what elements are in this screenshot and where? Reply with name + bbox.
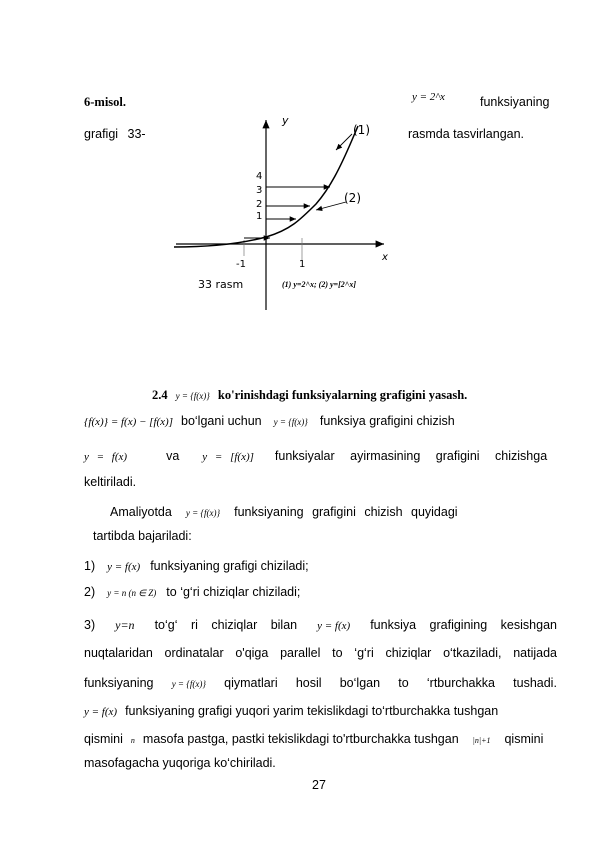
formula: y = [f(x)] [202,451,254,463]
page-number: 27 [312,778,326,792]
word: parallel [280,646,321,660]
para1-line1 [84,412,455,430]
step-text: funksiyaning grafigi yuqori yarim tekislikdagi to‘rtburchakka tushgan [125,704,499,718]
word: hosil [295,676,322,690]
word: chiziqlar [385,646,432,660]
x-tick-neg: -1 [236,259,246,270]
word: funksiyaning [84,676,154,690]
step-text: funksiya grafigining kesishgan [370,618,557,632]
formula: y = f(x) [84,451,128,463]
word: to [332,646,343,660]
section-heading [152,386,467,404]
example-line2-end: rasmda tasvirlangan. [408,127,525,141]
section-formula: y = {f(x)} [175,391,210,401]
example-text-end: funksiyaning [480,95,550,109]
leader-line-1 [336,134,352,150]
figure-caption-text: (1) y=2^x; (2) y=[2^x] [282,280,356,289]
example-line2-start: grafigi 33- [84,127,146,141]
y-axis-label: y [282,114,289,127]
para1-text: funksiya grafigini chizish [319,414,455,428]
step-text: to ‘g‘ri chiziqlar chiziladi; [166,585,301,599]
x-tick-pos: 1 [299,259,306,270]
para2-text: Amaliyotda [110,505,172,519]
y-tick: 3 [256,185,263,196]
section-number: 2.4 [152,388,168,402]
formula: y = {f(x)} [185,508,221,518]
x-axis-label: x [382,252,388,263]
word: o'qiga [235,646,269,660]
word: qiymatlari [224,676,278,690]
step-text: qismini [84,732,123,746]
formula: y = f(x) [84,706,118,718]
para1-line2 [84,447,547,465]
formula: n [130,736,135,745]
para1-text: bo‘lgani uchun [181,414,262,428]
leader-line-2 [316,202,346,210]
step-2 [84,583,300,601]
figure-caption-number: 33 rasm [198,278,244,291]
word: o‘tkaziladi, [443,646,502,660]
y-tick: 2 [256,199,263,210]
curve-label-2: (2) [344,191,361,205]
para2-text: funksiyaning grafigini chizish quyidagi [234,505,458,519]
formula: |n|+1 [472,736,491,745]
example-formula: y = 2^x [412,91,445,103]
example-title: 6-misol. [84,95,127,109]
step-number: 2) [84,585,96,599]
step-3-line5 [84,730,543,748]
step-3-line3 [84,676,557,690]
step-3-line1 [84,618,557,633]
curve-label-1: (1) [353,123,370,137]
word: nuqtalaridan [84,646,153,660]
step-text: to‘g‘ ri chiziqlar bilan [154,618,298,632]
y-tick: 4 [256,171,263,182]
step-text: funksiyaning grafigi chiziladi; [150,559,309,573]
word: ‘g‘ri [354,646,374,660]
step-3-line4 [84,702,498,720]
word: ordinatalar [164,646,224,660]
formula: y = f(x) [317,620,351,632]
step-3-end: masofagacha yuqoriga ko‘chiriladi. [84,756,276,770]
word: natijada [513,646,557,660]
word: bo‘lgan [339,676,381,690]
y-tick: 1 [256,211,263,222]
word: ‘rtburchakka [426,676,495,690]
word: tushadi. [513,676,557,690]
formula: y=n [115,618,135,632]
step-text: qismini [504,732,544,746]
formula: y = {f(x)} [273,417,308,427]
para1-end: keltiriladi. [84,475,137,489]
para1-text: funksiyalar ayirmasining grafigini chizishga [274,449,548,463]
step-number: 3) [84,618,96,632]
step-3-line2 [84,646,557,660]
step-number: 1) [84,559,96,573]
para1-text: va [166,449,180,463]
para2-line1 [110,503,458,521]
step-text: masofa pastga, pastki tekislikdagi to'rtburchakka tushgan [142,732,459,746]
word: to [398,676,409,690]
formula: y = f(x) [107,561,141,573]
formula: y = n (n ∈ Z) [107,588,157,598]
formula-fractional: {f(x)} = f(x) − [f(x)] [84,416,173,428]
formula: y = {f(x)} [171,679,206,689]
section-title: ko'rinishdagi funksiyalarning grafigini yasash. [217,388,468,402]
step-1 [84,557,309,575]
para2-end: tartibda bajariladi: [93,529,192,543]
